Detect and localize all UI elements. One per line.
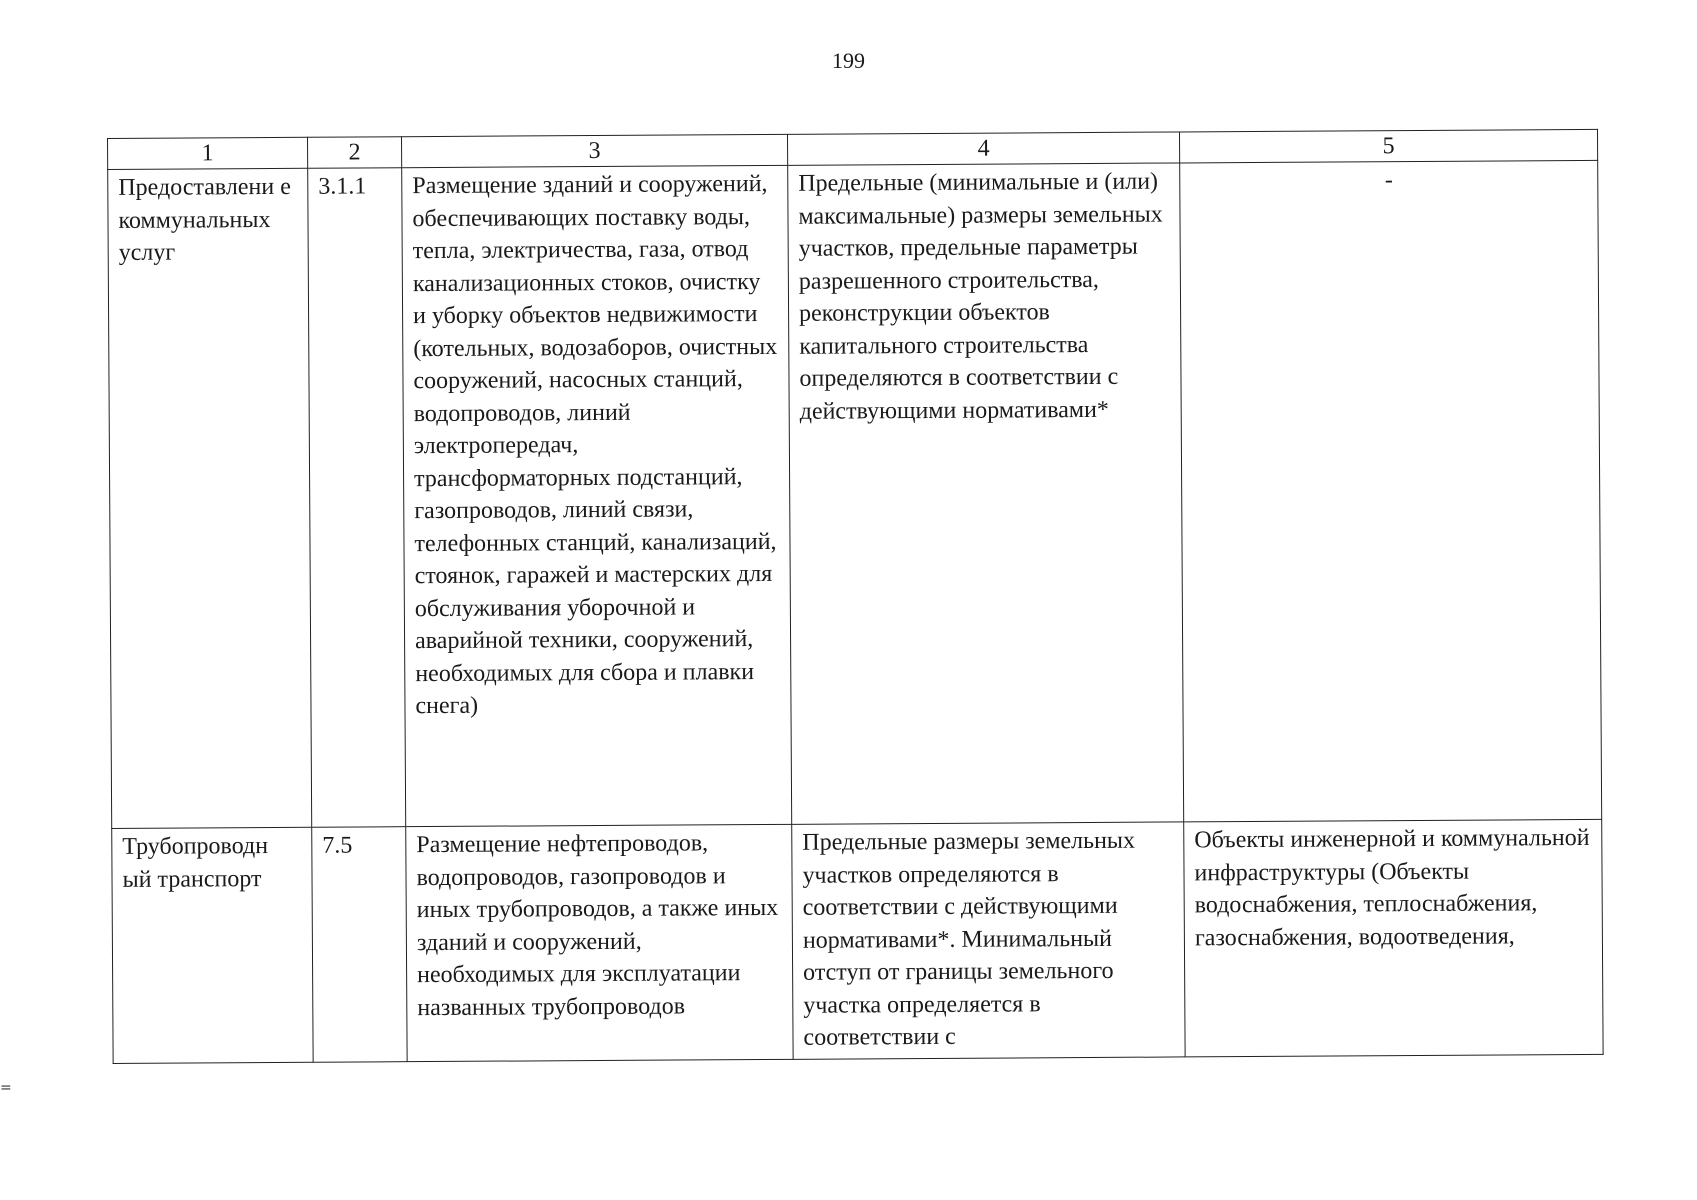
use-type-parameters: Предельные размеры земельных участков определяются в соответствии с действующими нормативами*. Минимальный отступ от границы земельного участка определяется в соответствии с (792, 822, 1185, 1059)
use-type-name: Трубопроводн ый транспорт (112, 827, 313, 1063)
column-header-4: 4 (787, 132, 1179, 165)
column-header-1: 1 (108, 137, 308, 169)
column-header-2: 2 (307, 137, 401, 169)
land-use-table (107, 129, 1604, 1064)
use-type-description: Размещение зданий и сооружений, обеспечивающих поставку воды, тепла, электричества, газа, отвод канализационных стоков, очистку и уборку объектов недвижимости (котельных, водозаборов, очистных сооружений, насосных станций, водопроводов, линий электропередач, трансформаторных подстанций, газопроводов, линий связи, телефонных станций, канализаций, стоянок, гаражей и мастерских для обслуживания уборочной и аварийной техники, сооружений, необходимых для сбора и плавки снега) (402, 165, 792, 826)
scan-edge-mark: = (0, 1080, 12, 1096)
use-type-code: 3.1.1 (308, 168, 406, 828)
use-type-parameters: Предельные (минимальные и (или) максимальные) размеры земельных участков, предельные параметры разрешенного строительства, реконструкции объектов капитального строительства определяются в соответствии с действующими нормативами* (788, 163, 1184, 824)
page-number: 199 (832, 48, 865, 73)
table-row (108, 160, 1602, 828)
use-type-description: Размещение нефтепроводов, водопроводов, газопроводов и иных трубопроводов, а также иных зданий и сооружений, необходимых для эксплуатации названных трубопроводов (406, 824, 793, 1061)
column-header-3: 3 (401, 134, 787, 167)
use-type-note: - (1180, 160, 1602, 822)
table-row (112, 819, 1603, 1063)
use-type-name: Предоставлени е коммунальных услуг (108, 168, 312, 828)
use-type-note: Объекты инженерной и коммунальной инфраструктуры (Объекты водоснабжения, теплоснабжения, газоснабжения, водоотведения, (1184, 819, 1603, 1056)
column-header-5: 5 (1179, 129, 1597, 163)
land-use-table-container (107, 129, 1603, 1064)
use-type-code: 7.5 (312, 827, 407, 1062)
